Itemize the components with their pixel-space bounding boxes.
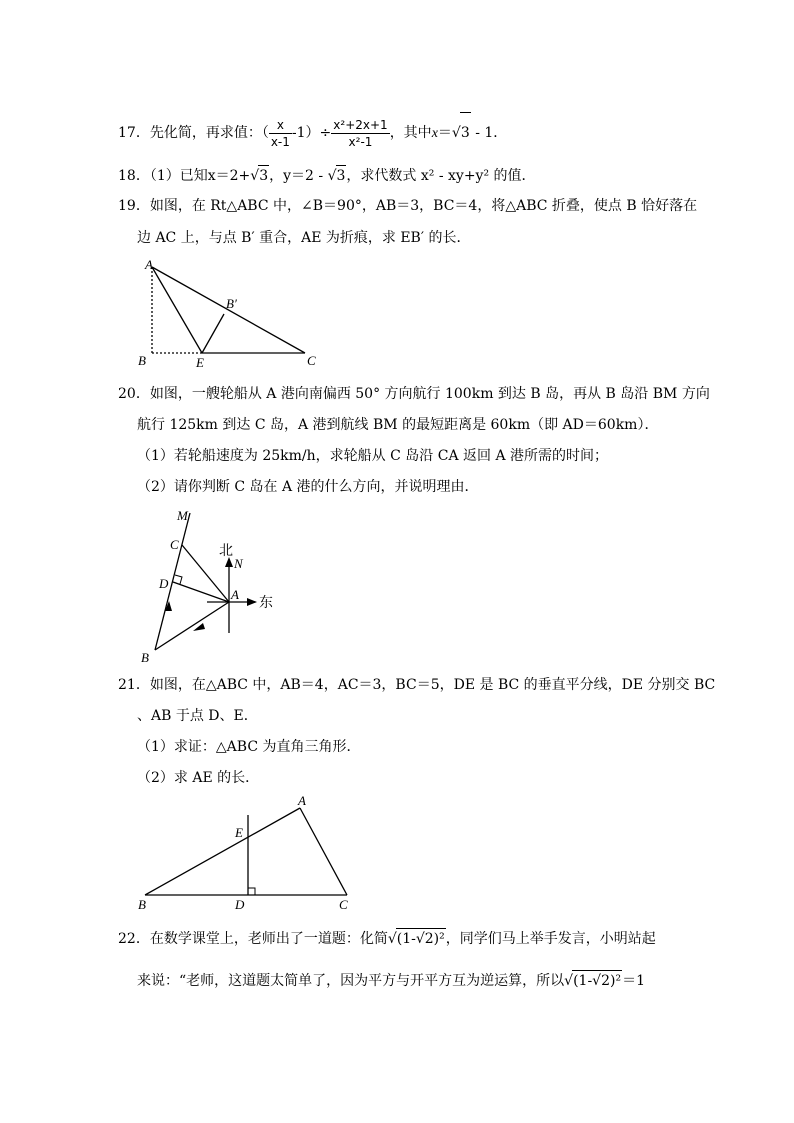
q18-line <box>118 165 536 186</box>
q22-line1-expr: (1-√2)² <box>396 928 446 949</box>
q18-prefix: 18．（1）已知 <box>118 168 208 184</box>
q19-label-b: B <box>138 353 146 368</box>
q22-line2 <box>137 970 645 991</box>
q20-label-c: C <box>170 537 179 552</box>
q21-part2: （2）求 AE 的长． <box>137 770 260 786</box>
q17-open-paren: （ <box>261 125 269 141</box>
q18-x-eq: x＝2+ <box>207 168 251 184</box>
q17-prefix: 17．先化简，再求值： <box>118 125 262 141</box>
q20-label-a: A <box>231 587 239 602</box>
q20-part1: （1）若轮船速度为 25km/h，求轮船从 C 岛沿 CA 返回 A 港所需的时间； <box>137 448 609 464</box>
q17-fraction-1 <box>269 117 292 150</box>
q18-suffix: ，求代数式 x² - xy+y² 的值． <box>346 168 536 184</box>
q21-part1: （1）求证：△ABC 为直角三角形． <box>137 739 361 755</box>
q20-figure <box>135 505 285 665</box>
q18-root2: 3 <box>336 165 347 186</box>
q22-line2-b: ＝1 <box>622 973 646 989</box>
q20-line2: 航行 125km 到达 C 岛，A 港到航线 BM 的最短距离是 60km（即 AD＝60km）． <box>137 417 659 433</box>
q20-part2: （2）请你判断 C 岛在 A 港的什么方向，并说明理由． <box>137 479 479 495</box>
q17-var-x: x <box>431 126 438 141</box>
q17-fraction-2 <box>331 117 389 150</box>
q22-line2-expr: (1-√2)² <box>572 970 622 991</box>
q17-tail: - 1． <box>470 125 508 141</box>
q21-figure <box>135 793 355 913</box>
q22-line1 <box>118 928 656 949</box>
q21-label-c: C <box>339 897 348 912</box>
q18-y-eq: ，y＝2 - <box>269 168 328 184</box>
q22-line2-a: 来说：“老师，这道题太简单了，因为平方与开平方互为逆运算，所以 <box>137 973 565 989</box>
q17-eq: ＝ <box>437 125 452 141</box>
radical-sign-icon: √ <box>327 168 337 184</box>
q20-label-d: D <box>159 576 169 591</box>
q21-line2: 、AB 于点 D、E． <box>137 708 258 724</box>
q17-frac1-den: x-1 <box>270 134 290 149</box>
q17-frac2-num: x²+2x+1 <box>333 117 388 132</box>
q19-label-bprime: B′ <box>226 296 237 311</box>
q17-line <box>118 112 507 152</box>
q19-label-a: A <box>145 257 153 272</box>
q19-label-c: C <box>307 353 316 368</box>
q17-frac2-den: x²-1 <box>348 134 373 149</box>
q22-line1-b: ，同学们马上举手发言，小明站起 <box>445 931 656 947</box>
q17-suffix: ，其中 <box>389 125 432 141</box>
q17-root: 3 <box>460 112 471 153</box>
q20-label-b: B <box>141 650 149 665</box>
q19-label-e: E <box>196 355 204 370</box>
q19-line1: 19．如图，在 Rt△ABC 中，∠B＝90°，AB＝3，BC＝4，将△ABC 折叠，使点 B 恰好落在 <box>118 198 698 214</box>
radical-sign-icon: √ <box>451 125 461 141</box>
q21-label-a: A <box>298 793 306 808</box>
q20-label-m: M <box>177 508 188 523</box>
q20-label-n: N <box>234 556 243 571</box>
radical-sign-icon: √ <box>564 973 574 989</box>
q17-minus-one: -1）÷ <box>291 125 332 141</box>
q22-line1-a: 22．在数学课堂上，老师出了一道题：化简 <box>118 931 388 947</box>
radical-sign-icon: √ <box>387 931 397 947</box>
radical-sign-icon: √ <box>250 168 260 184</box>
q20-line1: 20．如图，一艘轮船从 A 港向南偏西 50° 方向航行 100km 到达 B 岛，再从 B 岛沿 BM 方向 <box>118 386 710 402</box>
q21-label-e: E <box>235 825 243 840</box>
q20-label-north: 北 <box>219 543 233 559</box>
q19-figure <box>130 255 330 370</box>
q21-line1: 21．如图，在△ABC 中，AB＝4，AC＝3，BC＝5，DE 是 BC 的垂直平分线，DE 分别交 BC <box>118 677 716 693</box>
q18-root1: 3 <box>258 165 269 186</box>
q19-line2: 边 AC 上，与点 B′ 重合，AE 为折痕，求 EB′ 的长． <box>137 230 471 246</box>
q17-frac1-num: x <box>269 117 292 134</box>
q21-label-d: D <box>235 897 245 912</box>
q21-label-b: B <box>138 897 146 912</box>
q20-label-east: 东 <box>259 595 273 611</box>
